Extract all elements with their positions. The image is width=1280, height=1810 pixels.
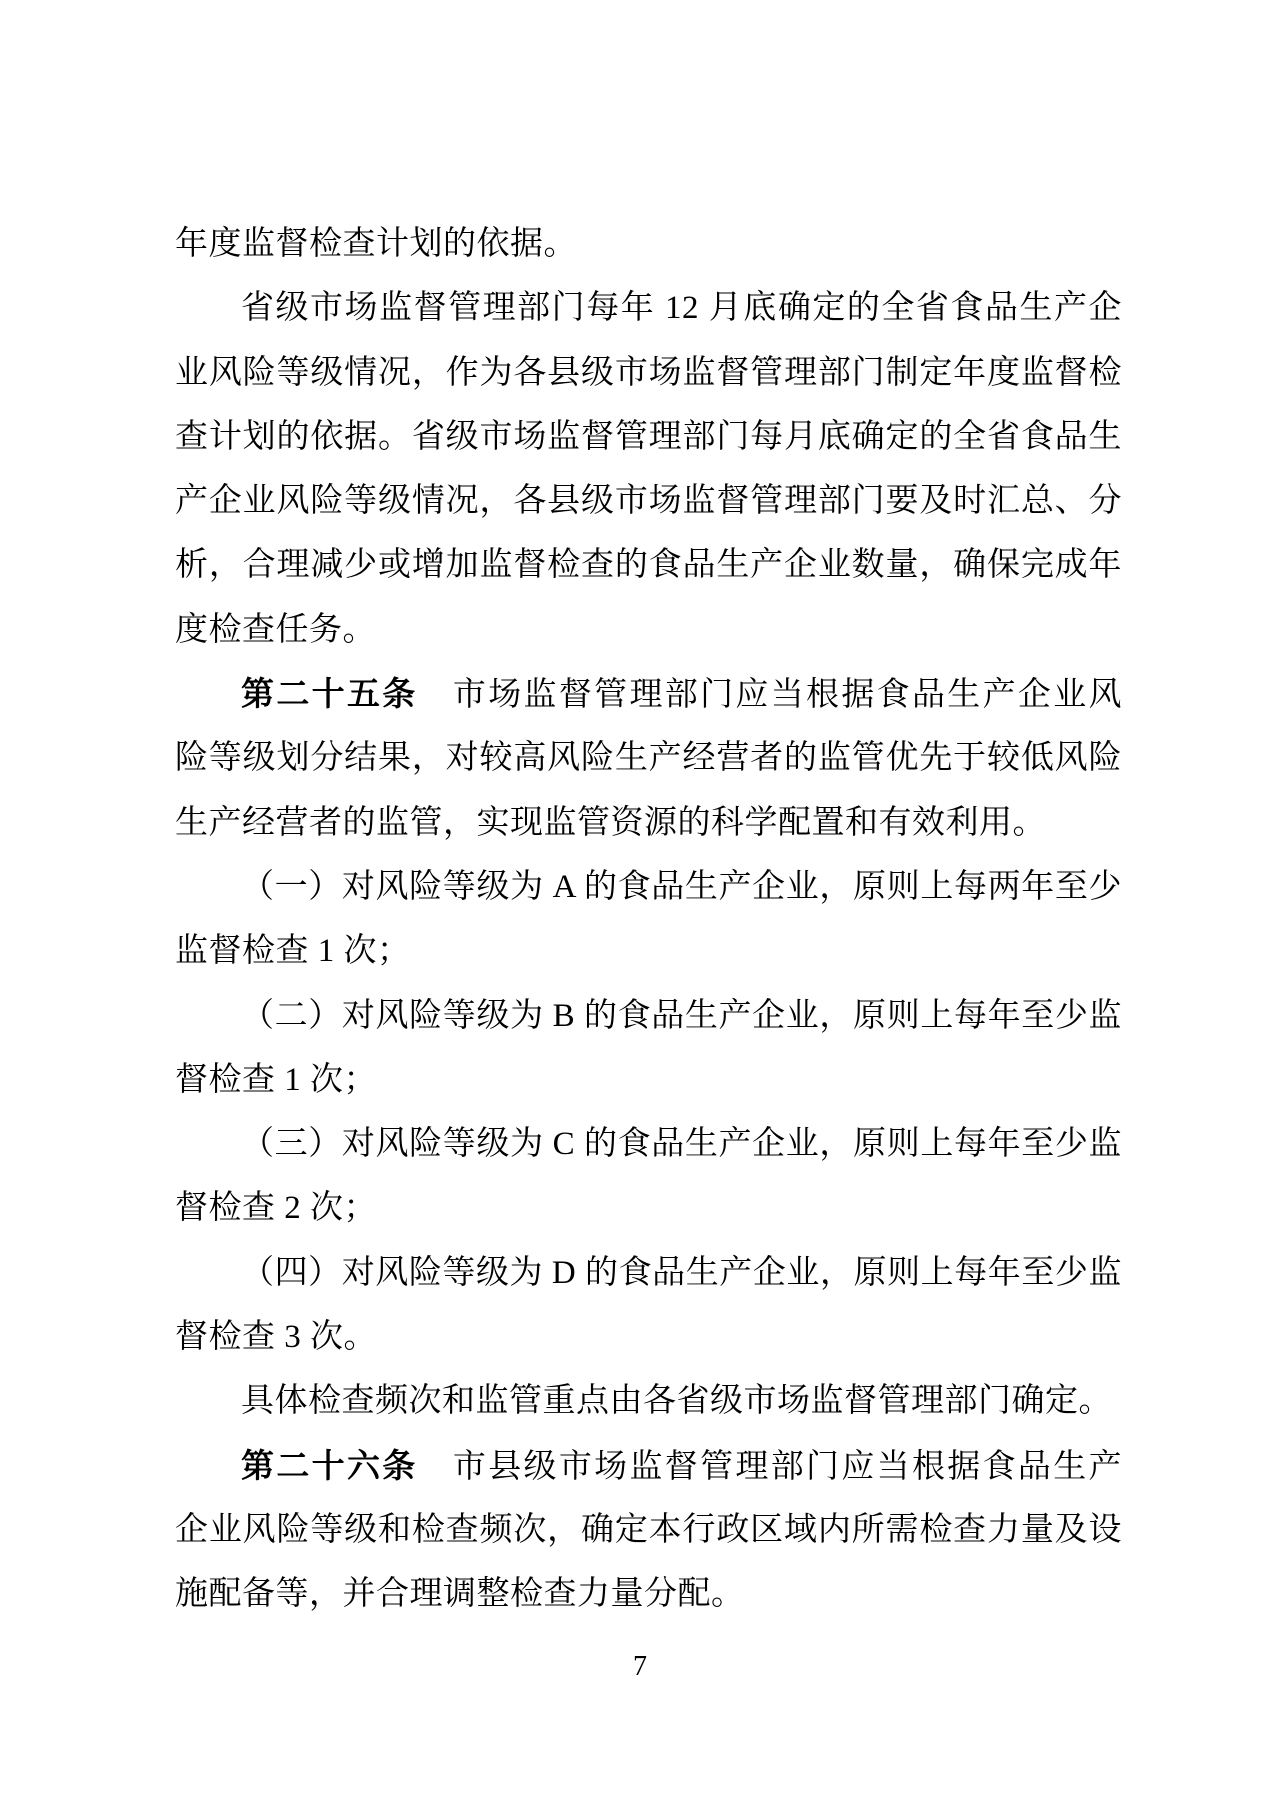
text-line bbox=[175, 1112, 1122, 1176]
text-run: 产企业风险等级情况，各县级市场监督管理部门要及时汇总、分 bbox=[175, 483, 1122, 520]
text-line bbox=[175, 919, 1122, 983]
text-line bbox=[175, 1498, 1122, 1562]
text-line bbox=[175, 276, 1122, 340]
text-line bbox=[175, 469, 1122, 533]
text-run: 具体检查频次和监管重点由各省级市场监督管理部门确定。 bbox=[241, 1383, 1112, 1420]
text-run: 督检查 3 次。 bbox=[175, 1319, 377, 1356]
text-line bbox=[175, 1434, 1122, 1498]
text-line bbox=[175, 1048, 1122, 1112]
text-run: 业风险等级情况，作为各县级市场监督管理部门制定年度监督检 bbox=[175, 354, 1122, 391]
text-run: 市县级市场监督管理部门应当根据食品生产 bbox=[417, 1448, 1122, 1485]
text-line bbox=[175, 533, 1122, 597]
text-line bbox=[175, 855, 1122, 919]
text-run: （一）对风险等级为 A 的食品生产企业，原则上每两年至少 bbox=[241, 868, 1122, 905]
text-line bbox=[175, 1241, 1122, 1305]
text-run: 险等级划分结果，对较高风险生产经营者的监管优先于较低风险 bbox=[175, 740, 1122, 777]
text-line bbox=[175, 212, 1122, 276]
text-run: 督检查 1 次； bbox=[175, 1061, 377, 1098]
text-run: 市场监督管理部门应当根据食品生产企业风 bbox=[417, 677, 1122, 714]
text-line bbox=[175, 598, 1122, 662]
text-run: 施配备等，并合理调整检查力量分配。 bbox=[175, 1576, 745, 1613]
text-run: （三）对风险等级为 C 的食品生产企业，原则上每年至少监 bbox=[241, 1126, 1122, 1163]
article-heading: 第二十六条 bbox=[241, 1446, 418, 1484]
text-block bbox=[175, 212, 1122, 1627]
text-line bbox=[175, 1562, 1122, 1626]
text-run: 省级市场监督管理部门每年 12 月底确定的全省食品生产企 bbox=[241, 290, 1122, 327]
text-run: 年度监督检查计划的依据。 bbox=[175, 226, 577, 262]
text-line bbox=[175, 791, 1122, 855]
article-heading: 第二十五条 bbox=[241, 675, 418, 713]
text-line bbox=[175, 1176, 1122, 1240]
text-line bbox=[175, 726, 1122, 790]
text-run: 查计划的依据。省级市场监督管理部门每月底确定的全省食品生 bbox=[175, 418, 1122, 455]
page-number: 7 bbox=[633, 1651, 647, 1682]
text-run: 监督检查 1 次； bbox=[175, 933, 411, 970]
text-run: （四）对风险等级为 D 的食品生产企业，原则上每年至少监 bbox=[241, 1254, 1122, 1291]
text-run: （二）对风险等级为 B 的食品生产企业，原则上每年至少监 bbox=[241, 997, 1122, 1034]
text-run: 析，合理减少或增加监督检查的食品生产企业数量，确保完成年 bbox=[175, 547, 1122, 584]
text-run: 度检查任务。 bbox=[175, 611, 376, 648]
text-run: 企业风险等级和检查频次，确定本行政区域内所需检查力量及设 bbox=[175, 1511, 1122, 1548]
text-line bbox=[175, 341, 1122, 405]
text-line bbox=[175, 405, 1122, 469]
text-run: 督检查 2 次； bbox=[175, 1190, 377, 1227]
text-run: 生产经营者的监管，实现监管资源的科学配置和有效利用。 bbox=[175, 804, 1046, 841]
text-line bbox=[175, 984, 1122, 1048]
text-line bbox=[175, 662, 1122, 726]
text-line bbox=[175, 1369, 1122, 1433]
text-line bbox=[175, 1305, 1122, 1369]
